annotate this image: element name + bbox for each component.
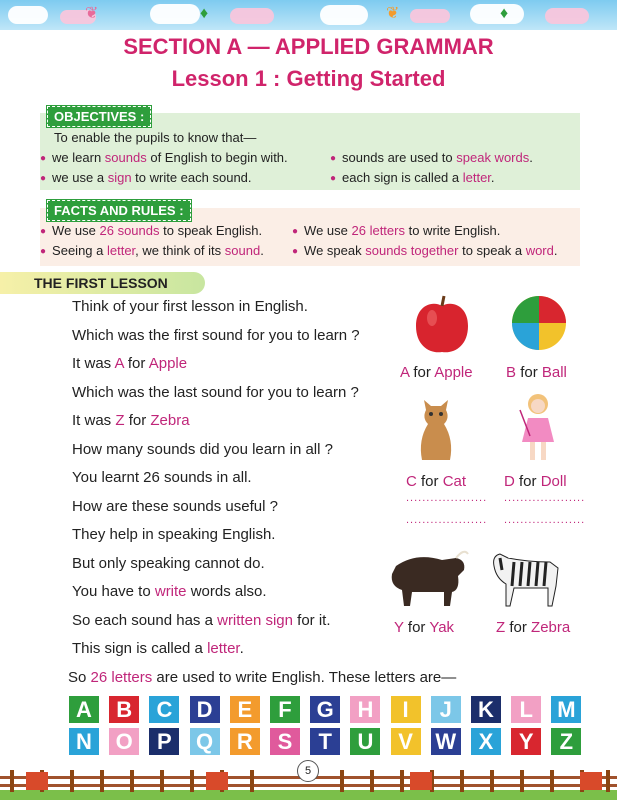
fact-item: ● We use 26 letters to write English. [292, 223, 501, 238]
yak-icon [386, 546, 470, 608]
letter-tile-q: Q [190, 728, 220, 755]
fact-item: ● We use 26 sounds to speak English. [40, 223, 263, 238]
bird-icon: ♦ [500, 5, 509, 22]
letter-tile-f: F [270, 696, 300, 723]
lesson-line: They help in speaking English. [72, 526, 276, 543]
page-number: 5 [297, 760, 319, 782]
cloud-decoration [470, 4, 524, 24]
letter-tile-c: C [149, 696, 179, 723]
objective-item: ● sounds are used to speak words. [330, 150, 533, 165]
letter-tile-r: R [230, 728, 260, 755]
apple-icon [410, 292, 474, 356]
blank-line: .................... [406, 514, 488, 526]
closing-line: So 26 letters are used to write English. These letters are— [68, 669, 457, 686]
blank-line: .................... [504, 492, 586, 504]
letter-tile-u: U [350, 728, 380, 755]
letter-tile-z: Z [551, 728, 581, 755]
butterfly-icon: ❦ [85, 5, 99, 22]
objectives-label: OBJECTIVES : [47, 106, 151, 127]
bullet-icon: ● [40, 226, 47, 237]
cloud-decoration [8, 6, 48, 24]
caption-cat: C for Cat [406, 473, 467, 490]
butterfly-icon: ❦ [386, 5, 400, 22]
letter-tile-j: J [431, 696, 461, 723]
lesson-title: Lesson 1 : Getting Started [171, 66, 446, 91]
bullet-icon: ● [40, 246, 47, 257]
objective-item: ● we use a sign to write each sound. [40, 170, 252, 185]
letter-tile-b: B [109, 696, 139, 723]
blank-line: .................... [504, 514, 586, 526]
lesson-line: It was A for Apple [72, 355, 188, 372]
lesson-line: You have to write words also. [72, 583, 267, 600]
letter-tile-p: P [149, 728, 179, 755]
lesson-line: This sign is called a letter. [72, 640, 244, 657]
bullet-icon: ● [292, 246, 299, 257]
lesson-line: But only speaking cannot do. [72, 555, 265, 572]
zebra-icon [488, 548, 570, 608]
lesson-line: How are these sounds useful ? [72, 498, 278, 515]
letter-tile-s: S [270, 728, 300, 755]
fact-item: ● Seeing a letter, we think of its sound. [40, 243, 264, 258]
caption-ball: B for Ball [506, 364, 567, 381]
letter-tile-n: N [69, 728, 99, 755]
caption-doll: D for Doll [504, 473, 567, 490]
letter-tile-l: L [511, 696, 541, 723]
caption-zebra: Z for Zebra [496, 619, 571, 636]
ball-icon [510, 294, 568, 352]
cloud-decoration [545, 8, 589, 24]
lesson-line: Which was the last sound for you to learn ? [72, 384, 359, 401]
letter-tile-g: G [310, 696, 340, 723]
doll-icon [516, 392, 560, 466]
bullet-icon: ● [40, 153, 47, 164]
bullet-icon: ● [40, 173, 47, 184]
facts-label: FACTS AND RULES : [47, 200, 191, 221]
cloud-decoration [410, 9, 450, 23]
fact-item: ● We speak sounds together to speak a word. [292, 243, 558, 258]
objective-item: ● each sign is called a letter. [330, 170, 495, 185]
lesson-line: It was Z for Zebra [72, 412, 190, 429]
lesson-line: Which was the first sound for you to learn ? [72, 327, 360, 344]
letter-tile-h: H [350, 696, 380, 723]
cat-icon [416, 400, 456, 466]
objectives-intro: To enable the pupils to know that— [54, 130, 257, 145]
section-title: SECTION A — APPLIED GRAMMAR [123, 34, 494, 59]
lesson-line: So each sound has a written sign for it. [72, 612, 331, 629]
letter-tile-a: A [69, 696, 99, 723]
letter-tile-t: T [310, 728, 340, 755]
cloud-decoration [320, 5, 368, 25]
bullet-icon: ● [330, 153, 337, 164]
caption-yak: Y for Yak [394, 619, 455, 636]
letter-tile-d: D [190, 696, 220, 723]
letter-tile-k: K [471, 696, 501, 723]
lesson-line: How many sounds did you learn in all ? [72, 441, 333, 458]
first-lesson-heading: THE FIRST LESSON [0, 272, 205, 294]
lesson-line: You learnt 26 sounds in all. [72, 469, 252, 486]
bullet-icon: ● [330, 173, 337, 184]
cloud-decoration [230, 8, 274, 24]
caption-apple: A for Apple [400, 364, 473, 381]
letter-tile-i: I [391, 696, 421, 723]
lesson-line: Think of your first lesson in English. [72, 298, 308, 315]
cloud-decoration [150, 4, 200, 24]
letter-tile-e: E [230, 696, 260, 723]
letter-tile-x: X [471, 728, 501, 755]
letter-tile-m: M [551, 696, 581, 723]
letter-tile-w: W [431, 728, 461, 755]
blank-line: .................... [406, 492, 488, 504]
bullet-icon: ● [292, 226, 299, 237]
bird-icon: ♦ [200, 5, 209, 22]
objective-item: ● we learn sounds of English to begin with. [40, 150, 288, 165]
letter-tile-o: O [109, 728, 139, 755]
letter-tile-v: V [391, 728, 421, 755]
letter-tile-y: Y [511, 728, 541, 755]
